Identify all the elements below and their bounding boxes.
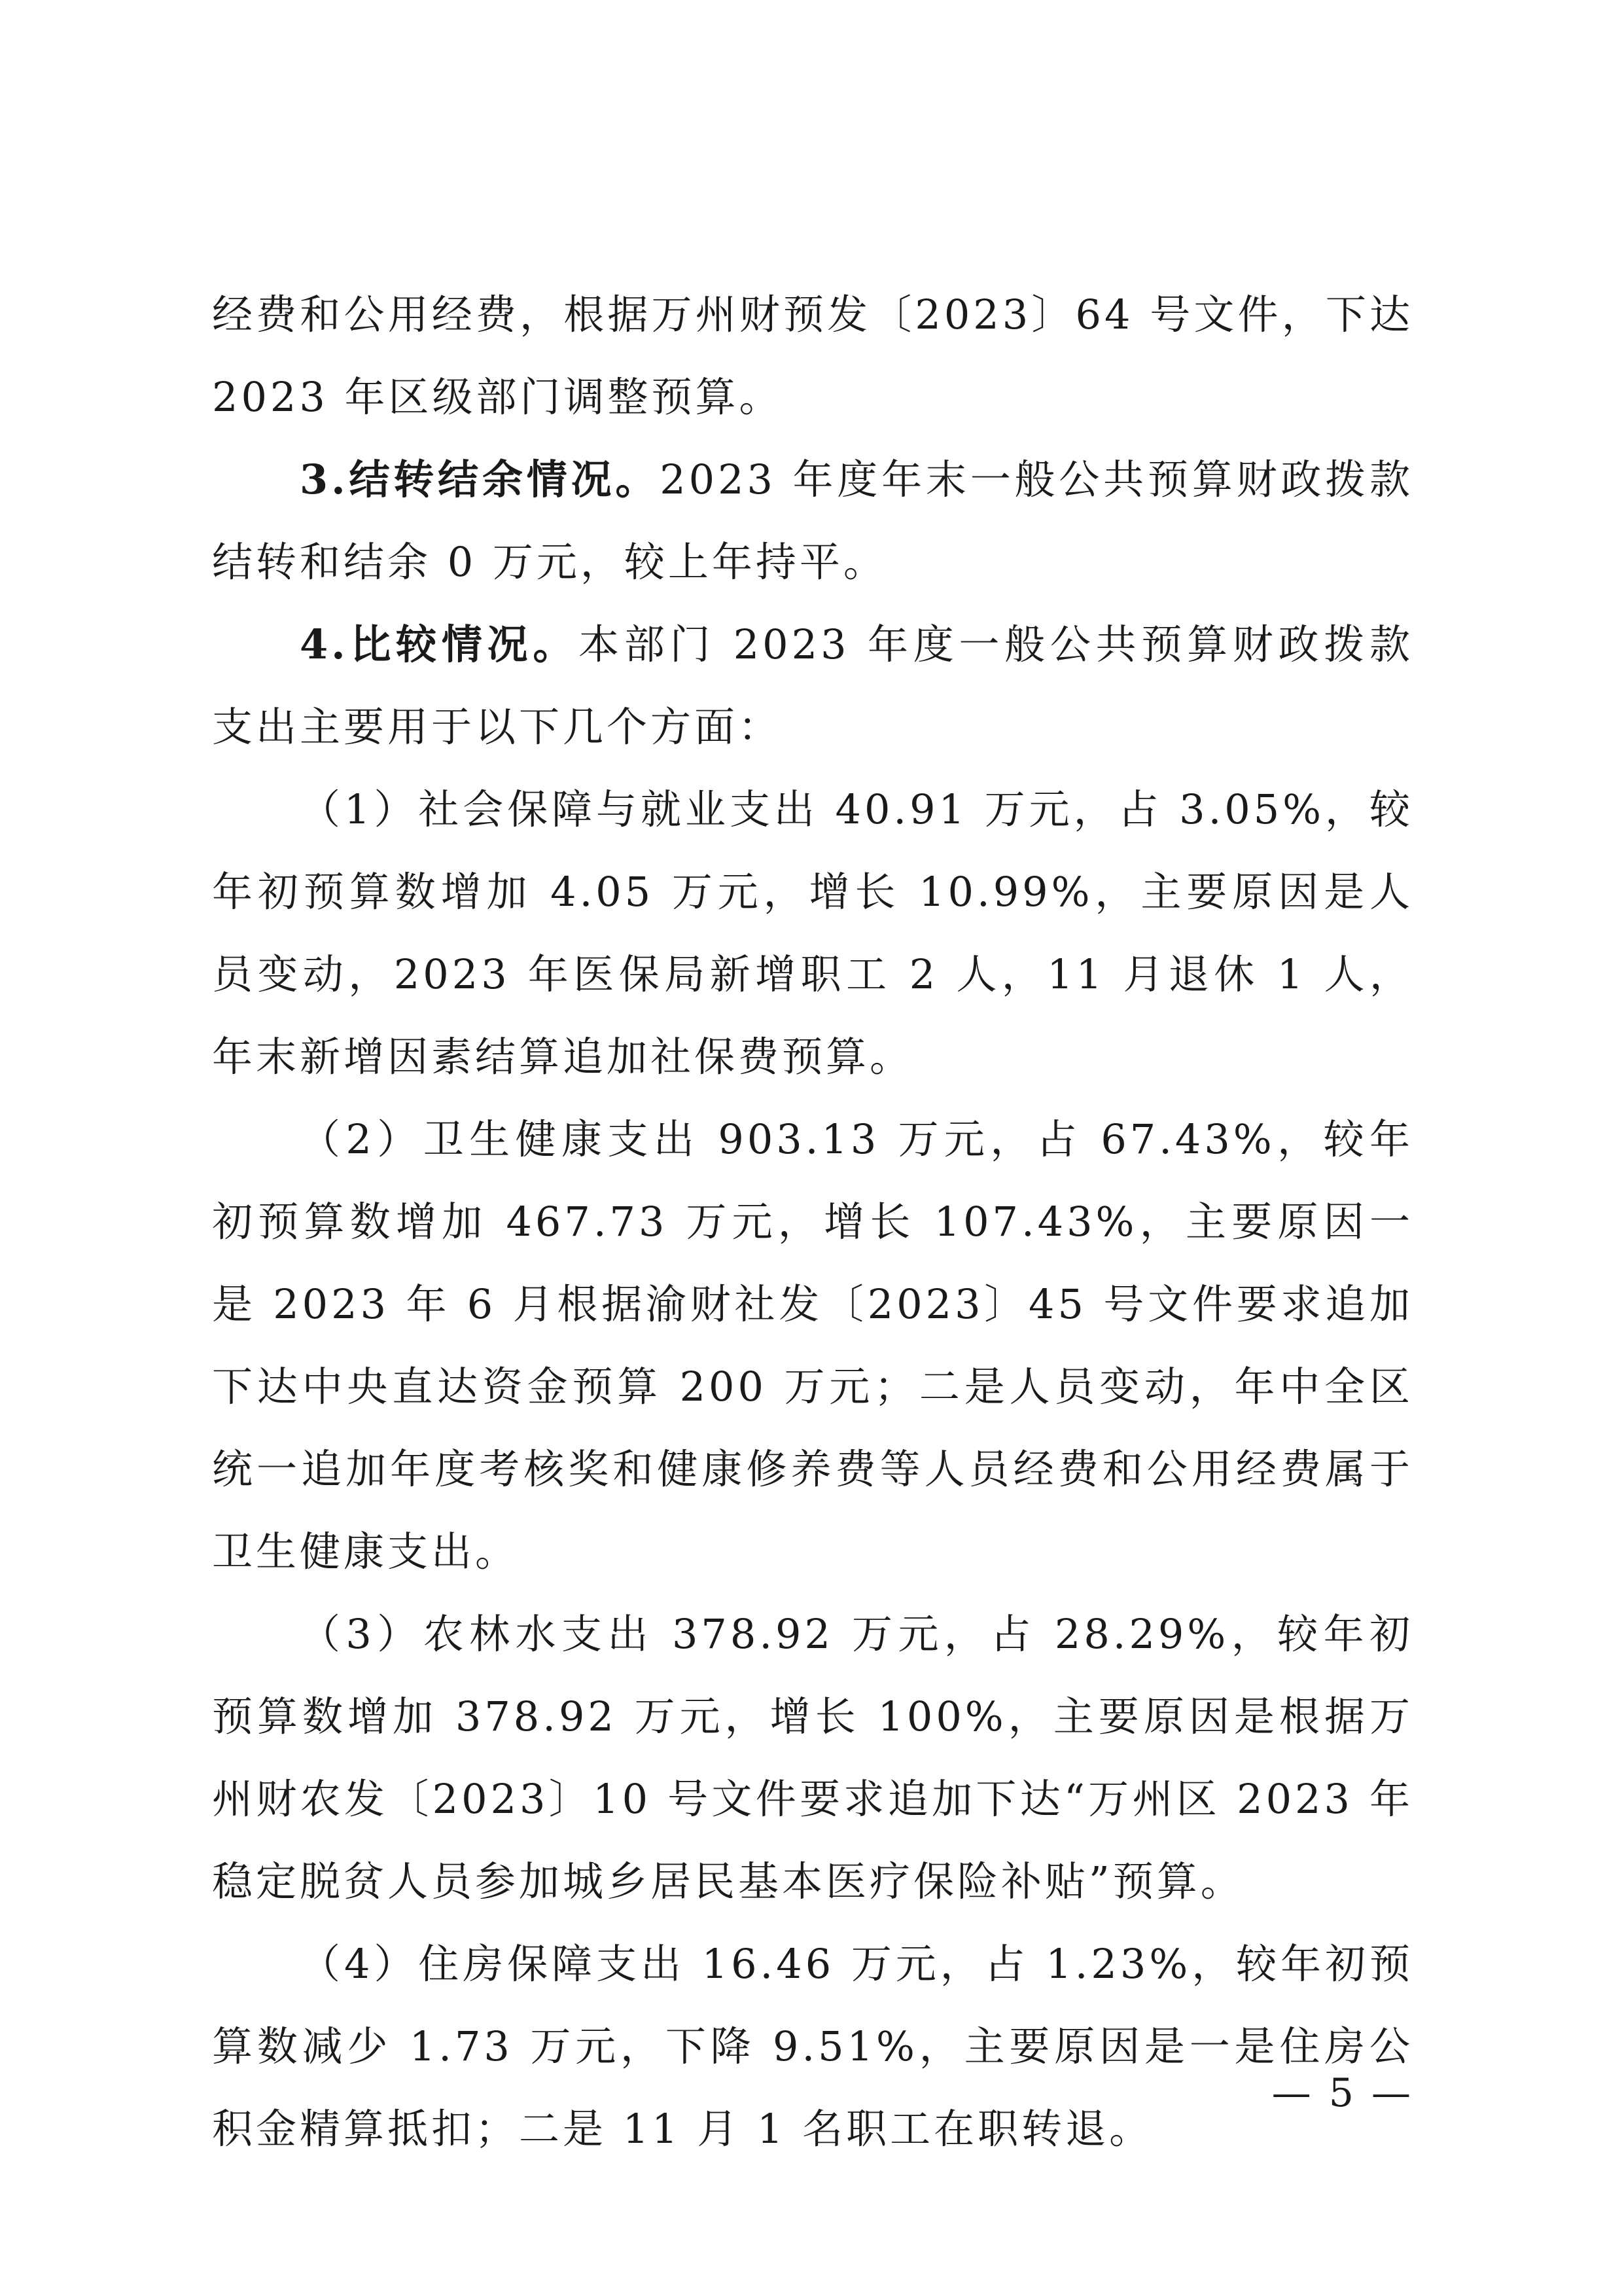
paragraph-comparison — [212, 603, 1413, 768]
paragraph-text: 经费和公用经费，根据万州财预发〔2023〕64 号文件，下达 2023 年区级部门调整预算。 — [212, 291, 1413, 421]
paragraph-heading: 4.比较情况。 — [300, 620, 579, 668]
paragraph-social-security — [212, 768, 1413, 1098]
paragraph-housing — [212, 1923, 1413, 2170]
paragraph-agriculture — [212, 1593, 1413, 1923]
paragraph-text: 2023 年度年末一般公共预算财政拨款结转和结余 0 万元，较上年持平。 — [212, 456, 1413, 586]
page-number: — 5 — — [1271, 2070, 1413, 2116]
document-body — [212, 274, 1413, 2170]
paragraph-text: （1）社会保障与就业支出 40.91 万元，占 3.05%，较年初预算数增加 4.05 万元，增长 10.99%，主要原因是人员变动，2023 年医保局新增职工 2 人，11 月退休 1 人，年末新增因素结算追加社保费预算。 — [212, 785, 1413, 1081]
paragraph-health — [212, 1098, 1413, 1593]
paragraph-carryover-balance — [212, 439, 1413, 603]
paragraph-heading: 3.结转结余情况。 — [300, 456, 660, 503]
paragraph-text: （2）卫生健康支出 903.13 万元，占 67.43%，较年初预算数增加 467.73 万元，增长 107.43%，主要原因一是 2023 年 6 月根据渝财社发〔2023〕45 号文件要求追加下达中央直达资金预算 200 万元；二是人员变动，年中全区统一追加年度考核奖和健康修养费等人员经费和公用经费属于卫生健康支出。 — [212, 1115, 1413, 1575]
paragraph-text: （4）住房保障支出 16.46 万元，占 1.23%，较年初预算数减少 1.73 万元，下降 9.51%，主要原因是一是住房公积金精算抵扣；二是 11 月 1 名职工在职转退。 — [212, 1940, 1413, 2153]
paragraph-text: 本部门 2023 年度一般公共预算财政拨款支出主要用于以下几个方面： — [212, 620, 1413, 751]
paragraph-text: （3）农林水支出 378.92 万元，占 28.29%，较年初预算数增加 378.92 万元，增长 100%，主要原因是根据万州财农发〔2023〕10 号文件要求追加下达“万州区 2023 年稳定脱贫人员参加城乡居民基本医疗保险补贴”预算。 — [212, 1610, 1413, 1905]
paragraph-funding-continuation — [212, 274, 1413, 439]
